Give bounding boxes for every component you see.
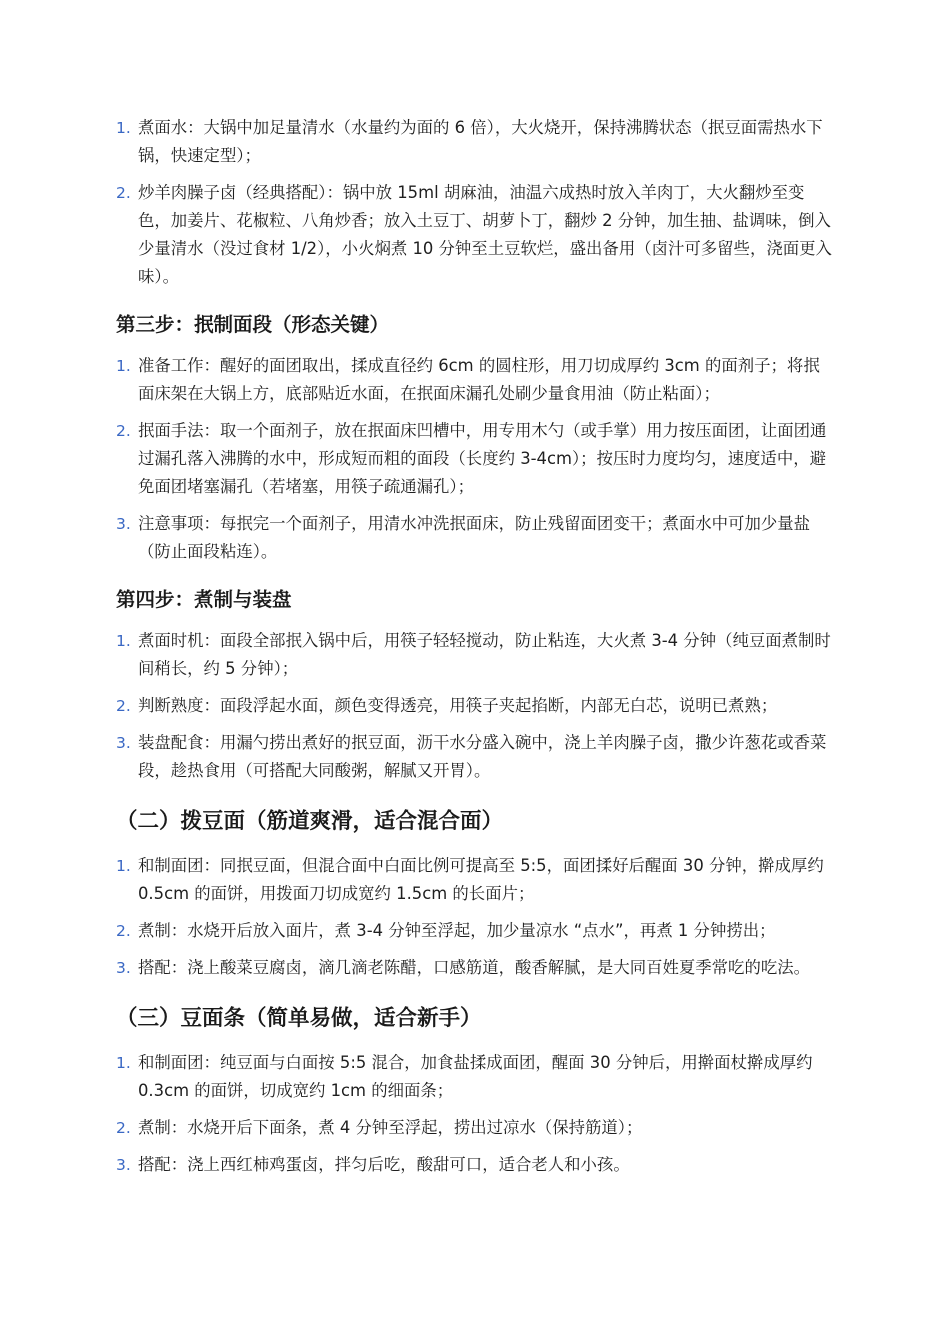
- section-heading: （三）豆面条（简单易做，适合新手）: [116, 1006, 482, 1031]
- list-item-text: 注意事项：每抿完一个面剂子，用清水冲洗抿面床，防止残留面团变干；煮面水中可加少量盐（防止面段粘连）。: [138, 514, 811, 561]
- step-list: [116, 1049, 836, 1179]
- document-content: [116, 114, 836, 1188]
- list-item: [116, 1049, 836, 1105]
- list-item-number: 2.: [116, 697, 131, 715]
- list-item: [116, 1151, 836, 1179]
- list-item-text: 和制面团：纯豆面与白面按 5:5 混合，加食盐揉成面团，醒面 30 分钟后，用擀面杖擀成厚约 0.3cm 的面饼，切成宽约 1cm 的细面条；: [138, 1053, 813, 1100]
- step-heading: 第三步：抿制面段（形态关键）: [116, 313, 390, 336]
- list-item: [116, 692, 836, 720]
- list-item-text: 煮面时机：面段全部抿入锅中后，用筷子轻轻搅动，防止粘连，大火煮 3-4 分钟（纯豆面煮制时间稍长，约 5 分钟）；: [138, 631, 831, 678]
- list-item: [116, 852, 836, 908]
- list-item-number: 2.: [116, 184, 131, 202]
- list-item: [116, 627, 836, 683]
- list-item: [116, 179, 836, 291]
- list-item-number: 1.: [116, 119, 131, 137]
- list-item: [116, 1114, 836, 1142]
- list-item-text: 煮面水：大锅中加足量清水（水量约为面的 6 倍），大火烧开，保持沸腾状态（抿豆面需热水下锅，快速定型）；: [138, 118, 823, 165]
- step-list: [116, 627, 836, 785]
- list-item-number: 3.: [116, 734, 131, 752]
- list-item-number: 1.: [116, 1054, 131, 1072]
- list-item: [116, 954, 836, 982]
- list-item-number: 1.: [116, 357, 131, 375]
- section-heading: （二）拨豆面（筋道爽滑，适合混合面）: [116, 809, 504, 834]
- list-item: [116, 417, 836, 501]
- list-item-number: 3.: [116, 515, 131, 533]
- list-item-number: 2.: [116, 422, 131, 440]
- step-heading: 第四步：煮制与装盘: [116, 588, 292, 611]
- step-list: [116, 114, 836, 291]
- list-item-number: 3.: [116, 1156, 131, 1174]
- list-item-text: 准备工作：醒好的面团取出，揉成直径约 6cm 的圆柱形，用刀切成厚约 3cm 的面剂子；将抿面床架在大锅上方，底部贴近水面，在抿面床漏孔处刷少量食用油（防止粘面）；: [138, 356, 820, 403]
- list-item-text: 和制面团：同抿豆面，但混合面中白面比例可提高至 5:5，面团揉好后醒面 30 分钟，擀成厚约 0.5cm 的面饼，用拨面刀切成宽约 1.5cm 的长面片；: [138, 856, 824, 903]
- list-item-text: 煮制：水烧开后放入面片，煮 3-4 分钟至浮起，加少量凉水 “点水”，再煮 1 分钟捞出；: [138, 921, 776, 940]
- step-list: [116, 352, 836, 566]
- list-item-number: 1.: [116, 857, 131, 875]
- list-item-text: 炒羊肉臊子卤（经典搭配）：锅中放 15ml 胡麻油，油温六成热时放入羊肉丁，大火翻炒至变色，加姜片、花椒粒、八角炒香；放入土豆丁、胡萝卜丁，翻炒 2 分钟，加生抽、盐调味，倒入少量清水（没过食材 1/2），小火焖煮 10 分钟至土豆软烂，盛出备用（卤汁可多留些，浇面更入味）。: [138, 183, 832, 286]
- list-item-text: 搭配：浇上酸菜豆腐卤，滴几滴老陈醋，口感筋道，酸香解腻，是大同百姓夏季常吃的吃法。: [138, 958, 811, 977]
- list-item-number: 2.: [116, 1119, 131, 1137]
- list-item: [116, 114, 836, 170]
- list-item-text: 抿面手法：取一个面剂子，放在抿面床凹槽中，用专用木勺（或手掌）用力按压面团，让面团通过漏孔落入沸腾的水中，形成短而粗的面段（长度约 3-4cm）；按压时力度均匀，速度适中，避免面团堵塞漏孔（若堵塞，用筷子疏通漏孔）；: [138, 421, 827, 496]
- list-item-text: 煮制：水烧开后下面条，煮 4 分钟至浮起，捞出过凉水（保持筋道）；: [138, 1118, 643, 1137]
- list-item-text: 装盘配食：用漏勺捞出煮好的抿豆面，沥干水分盛入碗中，浇上羊肉臊子卤，撒少许葱花或香菜段，趁热食用（可搭配大同酸粥，解腻又开胃）。: [138, 733, 827, 780]
- step-list: [116, 852, 836, 982]
- list-item-text: 判断熟度：面段浮起水面，颜色变得透亮，用筷子夹起掐断，内部无白芯，说明已煮熟；: [138, 696, 778, 715]
- list-item-number: 1.: [116, 632, 131, 650]
- list-item: [116, 917, 836, 945]
- list-item: [116, 729, 836, 785]
- list-item-number: 2.: [116, 922, 131, 940]
- list-item: [116, 510, 836, 566]
- list-item-text: 搭配：浇上西红柿鸡蛋卤，拌匀后吃，酸甜可口，适合老人和小孩。: [138, 1155, 630, 1174]
- list-item-number: 3.: [116, 959, 131, 977]
- list-item: [116, 352, 836, 408]
